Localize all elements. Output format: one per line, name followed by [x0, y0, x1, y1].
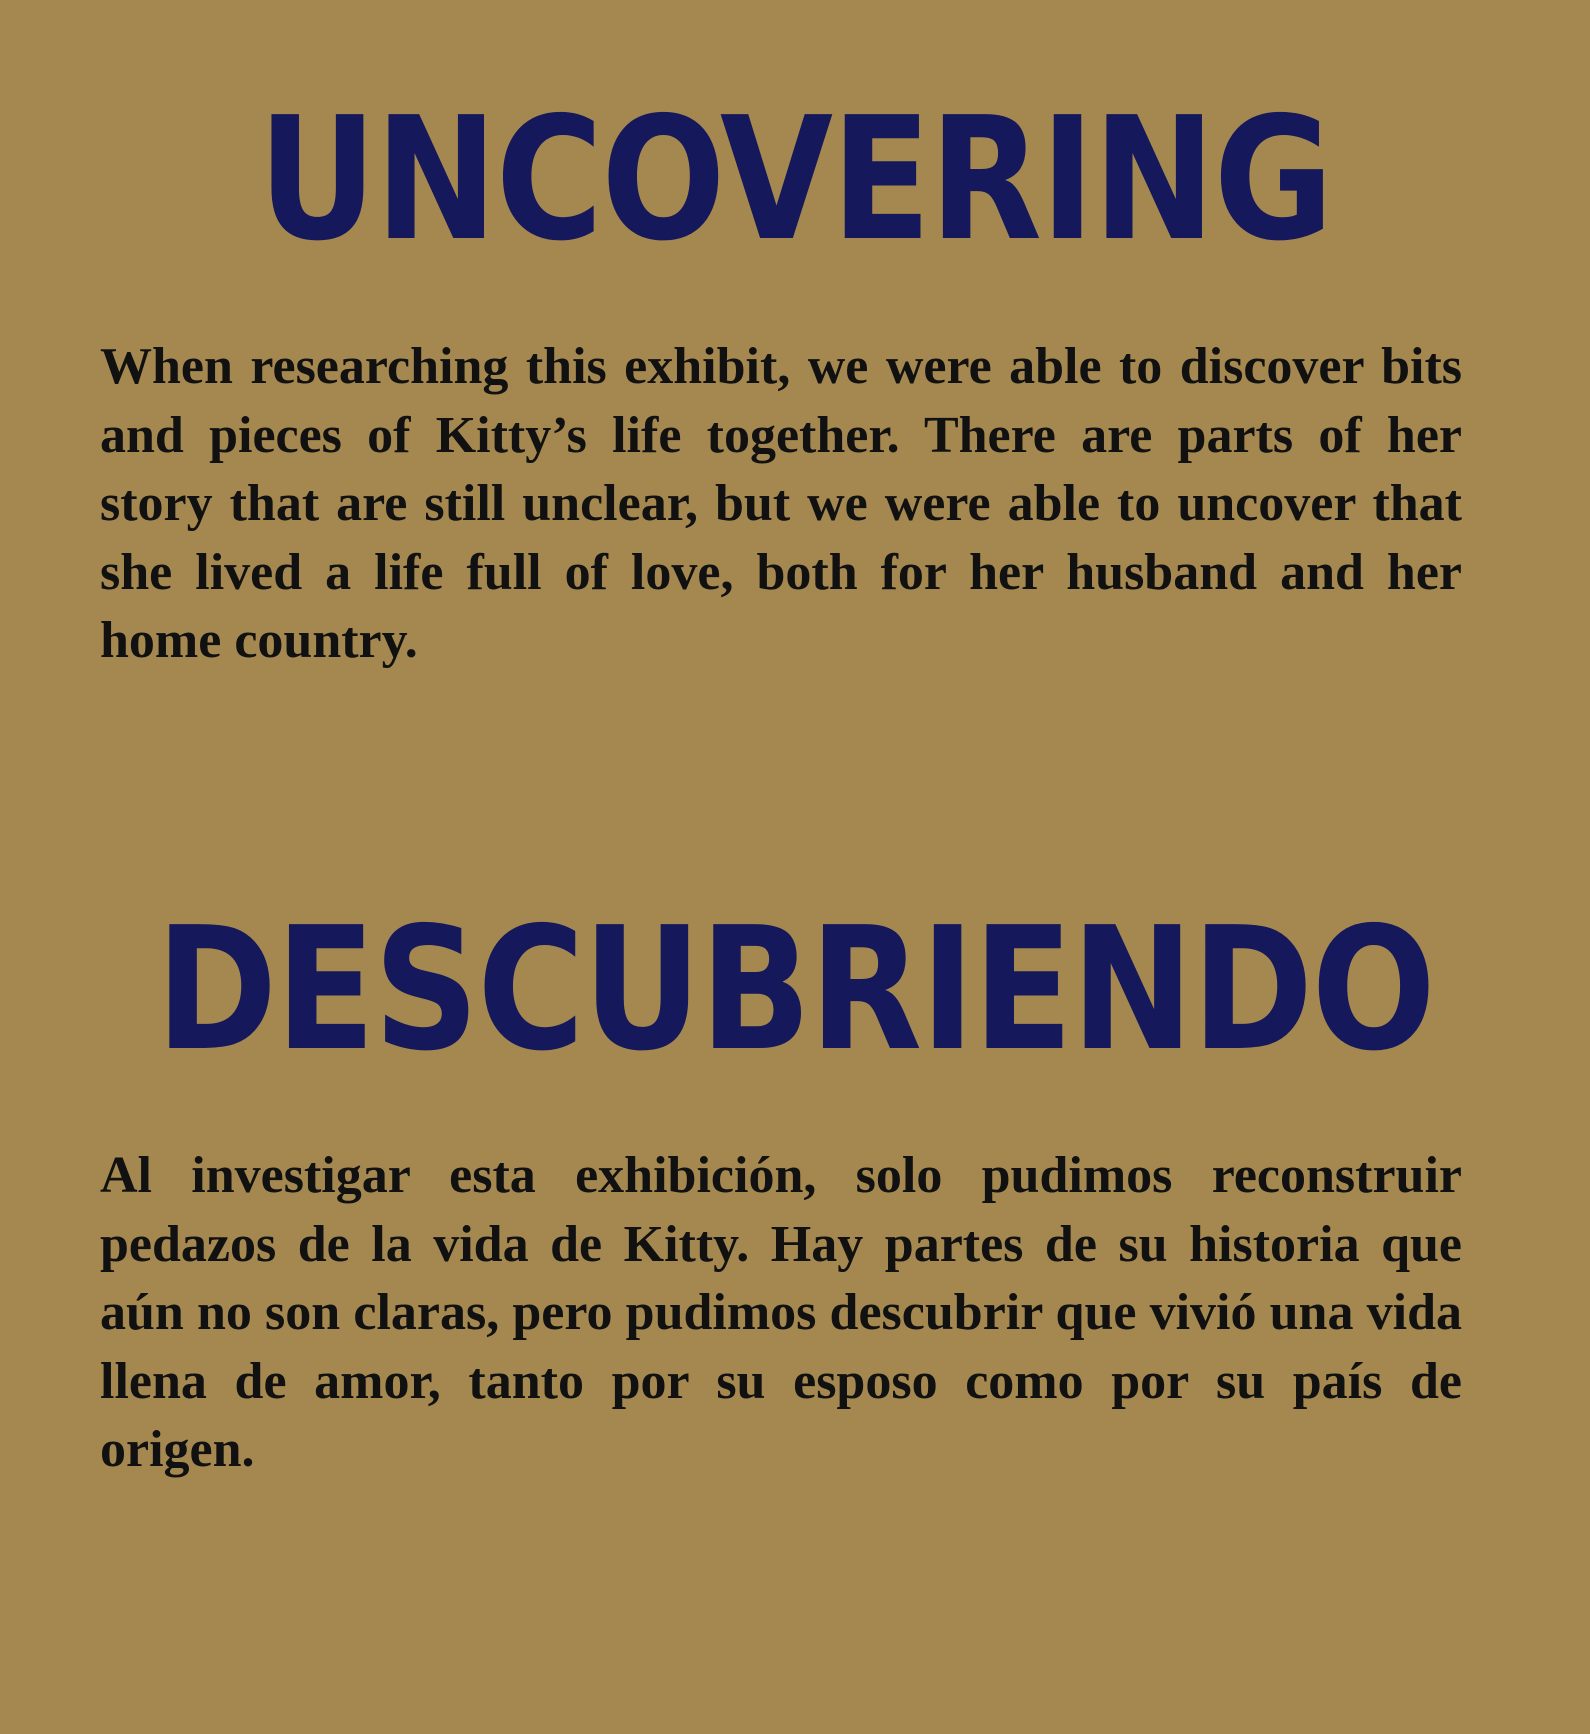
- paragraph-english: When researching this exhibit, we were able to discover bits and pieces of Kitty’s life together. There are parts of her story that are still unclear, but we were able to uncover that she lived a life full of love, both for her husband and her home country.: [100, 338, 1462, 669]
- heading-spanish: DESCUBRIENDO: [155, 891, 1435, 1089]
- heading-english: UNCOVERING: [258, 81, 1332, 279]
- paragraph-spanish: Al investigar esta exhibición, solo pudimos reconstruir pedazos de la vida de Kitty. Hay partes de su historia que aún no son claras, pero pudimos descubrir que vivió una vida llena de amor, tanto por su esposo como por su país de origen.: [100, 1147, 1462, 1478]
